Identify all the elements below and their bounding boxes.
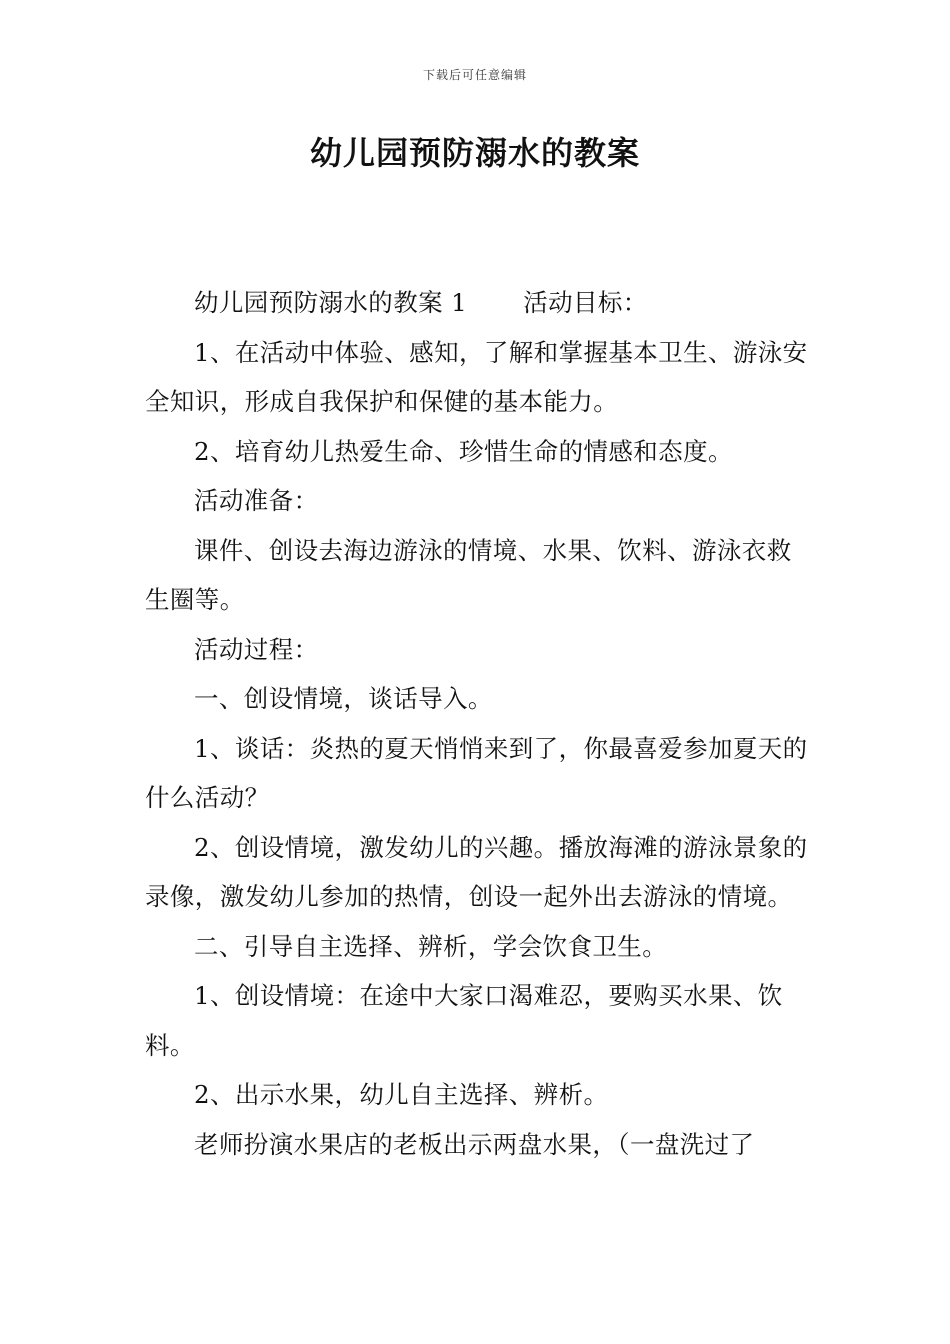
goal-heading: 活动目标：	[523, 288, 648, 317]
paragraph: 老师扮演水果店的老板出示两盘水果，（一盘洗过了	[194, 1129, 755, 1159]
paragraph: 1、创设情境：在途中大家口渴难忍，要购买水果、饮料。	[145, 981, 783, 1060]
section-heading: 活动准备：	[194, 486, 319, 515]
paragraph: 2、出示水果，幼儿自主选择、辨析。	[194, 1080, 609, 1109]
section-heading: 活动过程：	[194, 634, 319, 664]
paragraph: 一、创设情境，谈话导入。	[194, 684, 493, 713]
paragraph: 2、培育幼儿热爱生命、珍惜生命的情感和态度。	[194, 436, 733, 466]
lesson-intro-line	[145, 278, 810, 328]
document-body	[145, 278, 810, 1169]
header-note: 下载后可任意编辑	[422, 68, 527, 82]
paragraph: 1、在活动中体验、感知，了解和掌握基本卫生、游泳安全知识，形成自我保护和保健的基本能力。	[145, 337, 808, 416]
paragraph: 二、引导自主选择、辨析，学会饮食卫生。	[194, 931, 668, 961]
paragraph: 2、创设情境，激发幼儿的兴趣。播放海滩的游泳景象的录像，激发幼儿参加的热情，创设一起外出去游泳的情境。	[145, 832, 808, 911]
document-title: 幼儿园预防溺水的教案	[309, 134, 640, 172]
paragraph: 1、谈话：炎热的夏天悄悄来到了，你最喜爱参加夏天的什么活动？	[145, 733, 808, 812]
paragraph: 课件、创设去海边游泳的情境、水果、饮料、游泳衣救生圈等。	[145, 535, 792, 614]
lesson-label: 幼儿园预防溺水的教案 1	[194, 288, 468, 317]
